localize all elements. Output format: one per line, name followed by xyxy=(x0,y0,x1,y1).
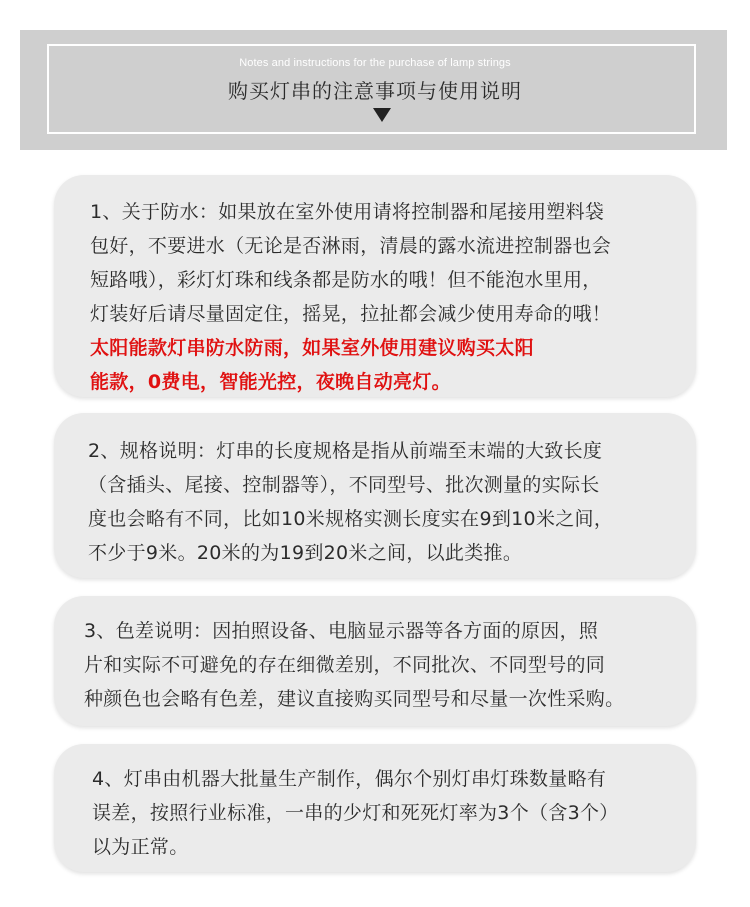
note-line: 短路哦），彩灯灯珠和线条都是防水的哦！但不能泡水里用， xyxy=(90,269,602,291)
note-line: 误差，按照行业标准，一串的少灯和死死灯率为3个（含3个） xyxy=(92,802,619,824)
note-line: 4、灯串由机器大批量生产制作，偶尔个别灯串灯珠数量略有 xyxy=(92,768,607,790)
down-triangle-icon xyxy=(373,108,391,122)
note-card-waterproof xyxy=(54,175,696,397)
note-highlight-line: 能款，0费电，智能光控，夜晚自动亮灯。 xyxy=(90,371,451,393)
note-line: 度也会略有不同，比如10米规格实测长度实在9到10米之间， xyxy=(88,508,614,530)
note-card-color-difference xyxy=(54,596,696,726)
note-line: 2、规格说明：灯串的长度规格是指从前端至末端的大致长度 xyxy=(88,440,603,462)
note-line: 灯装好后请尽量固定住，摇晃，拉扯都会减少使用寿命的哦！ xyxy=(90,303,612,325)
note-line: 3、色差说明：因拍照设备、电脑显示器等各方面的原因，照 xyxy=(84,620,599,642)
note-line: 1、关于防水：如果放在室外使用请将控制器和尾接用塑料袋 xyxy=(90,201,605,223)
note-card-bead-count xyxy=(54,744,696,872)
note-line: 种颜色也会略有色差，建议直接购买同型号和尽量一次性采购。 xyxy=(84,688,625,710)
note-line: 以为正常。 xyxy=(92,836,189,858)
note-line: 不少于9米。20米的为19到20米之间，以此类推。 xyxy=(88,542,523,564)
note-highlight-line: 太阳能款灯串防水防雨，如果室外使用建议购买太阳 xyxy=(90,337,534,359)
note-line: 包好，不要进水（无论是否淋雨，清晨的露水流进控制器也会 xyxy=(90,235,612,257)
page-title: 购买灯串的注意事项与使用说明 xyxy=(228,79,522,103)
note-line: （含插头、尾接、控制器等），不同型号、批次测量的实际长 xyxy=(88,474,600,496)
note-line: 片和实际不可避免的存在细微差别，不同批次、不同型号的同 xyxy=(84,654,606,676)
header-subtitle: Notes and instructions for the purchase of lamp strings xyxy=(239,57,511,69)
note-card-specifications xyxy=(54,413,696,578)
